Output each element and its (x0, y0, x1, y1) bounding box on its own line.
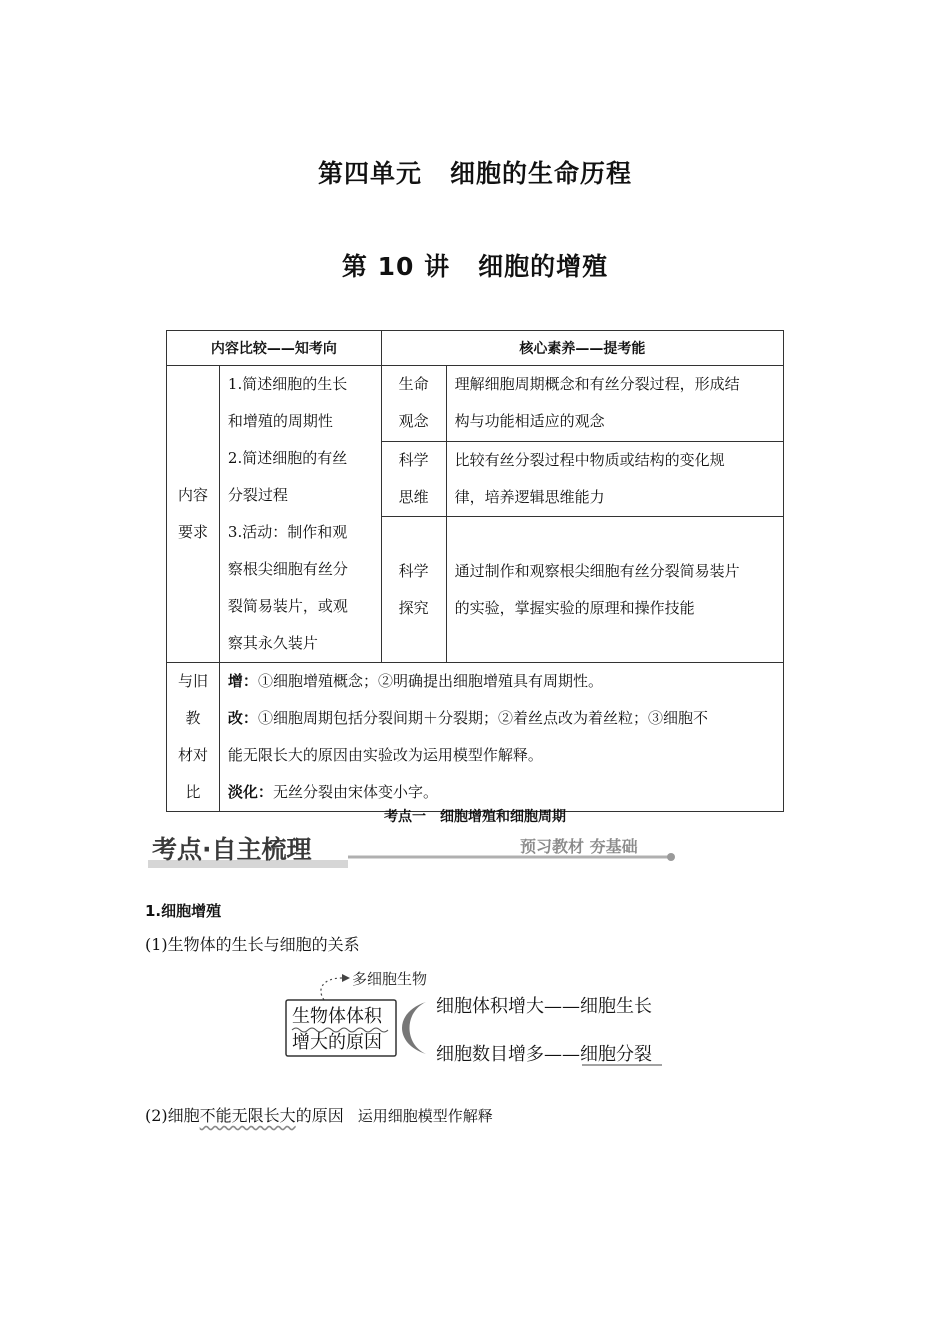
unit-number: 第四单元 (317, 159, 422, 188)
label-line: 科学 (398, 450, 429, 469)
label-line: 观念 (398, 412, 429, 431)
lecture-number: 第 10 讲 (341, 252, 451, 281)
diagram-note: 多细胞生物 (352, 970, 428, 988)
literacy-text-thinking (446, 441, 783, 517)
list-item: 分裂过程 (227, 486, 288, 504)
unit-title (0, 154, 950, 190)
fade-text: 无丝分裂由宋体变小字。 (272, 783, 438, 801)
label-line: 比 (185, 783, 201, 801)
cause-box-line2: 增大的原因 (292, 1032, 382, 1053)
brace-icon (402, 1002, 426, 1054)
section-1-heading: 1.细胞增殖 (145, 902, 222, 920)
sub2-handwritten-note: 运用细胞模型作解释 (357, 1107, 493, 1125)
list-item: 察其永久装片 (227, 634, 318, 652)
label-line: 探究 (398, 598, 429, 617)
literacy-text-inquiry (446, 517, 783, 663)
list-item: 3.活动：制作和观 (227, 523, 348, 541)
literacy-label-thinking (381, 441, 446, 517)
change-text-cont: 能无限长大的原因由实验改为运用模型作解释。 (227, 746, 543, 764)
add-key: 增： (227, 672, 258, 690)
compare-content (219, 663, 783, 812)
literacy-text-life (446, 366, 783, 442)
list-item: 1.简述细胞的生长 (227, 375, 348, 393)
requirements-list (219, 366, 381, 663)
label-line: 科学 (398, 561, 429, 580)
lecture-name: 细胞的增殖 (478, 252, 609, 281)
arrow-head-icon (342, 974, 350, 982)
content-requirement-label (167, 366, 220, 663)
label-line: 要求 (177, 523, 208, 541)
compare-add (228, 663, 775, 700)
requirements-table (166, 330, 784, 812)
text-line: 构与功能相适应的观念 (454, 412, 605, 431)
add-text: ①细胞增殖概念；②明确提出细胞增殖具有周期性。 (257, 672, 603, 690)
change-key: 改： (227, 709, 258, 727)
subsection-1: (1)生物体的生长与细胞的关系 (145, 935, 360, 954)
text-line: 的实验，掌握实验的原理和操作技能 (454, 598, 695, 617)
list-item: 裂简易装片，或观 (227, 597, 348, 615)
cause-box-line1: 生物体体积 (292, 1006, 382, 1027)
banner-dot-icon (667, 853, 675, 861)
growth-relation-diagram (276, 964, 696, 1076)
label-line: 与旧 (177, 672, 208, 690)
compare-change (228, 700, 775, 737)
change-text: ①细胞周期包括分裂间期＋分裂期；②着丝点改为着丝粒；③细胞不 (257, 709, 708, 727)
branch-growth: 细胞体积增大——细胞生长 (436, 996, 652, 1017)
banner-right-text: 预习教材 夯基础 (520, 837, 638, 856)
text-line: 理解细胞周期概念和有丝分裂过程，形成结 (454, 375, 740, 394)
sub2-emphasis: 不能无限长大 (199, 1106, 296, 1125)
banner-left-text: 考点·自主梳理 (152, 835, 312, 864)
text-line: 律，培养逻辑思维能力 (454, 487, 605, 506)
list-item: 察根尖细胞有丝分 (227, 560, 348, 578)
text-line: 通过制作和观察根尖细胞有丝分裂简易装片 (454, 561, 740, 580)
fade-key: 淡化： (227, 783, 273, 801)
literacy-label-inquiry (381, 517, 446, 663)
text-line: 比较有丝分裂过程中物质或结构的变化规 (454, 450, 725, 469)
kaodian-title: 考点一 细胞增殖和细胞周期 (384, 809, 566, 825)
subsection-2 (145, 1103, 493, 1126)
table-header-left: 内容比较——知考向 (167, 331, 382, 366)
sub2-suffix: 的原因 (295, 1106, 344, 1125)
compare-label (167, 663, 220, 812)
label-line: 内容 (177, 486, 208, 504)
label-line: 思维 (398, 487, 429, 506)
label-line: 材对 (177, 746, 208, 764)
sub2-prefix: (2)细胞 (145, 1106, 200, 1125)
label-line: 教 (185, 709, 201, 727)
branch-division: 细胞数目增多——细胞分裂 (436, 1044, 652, 1065)
section-banner (148, 832, 678, 872)
list-item: 和增殖的周期性 (227, 412, 333, 430)
unit-name: 细胞的生命历程 (450, 159, 633, 188)
list-item: 2.简述细胞的有丝 (227, 449, 348, 467)
dotted-arrow (321, 978, 342, 1000)
literacy-label-life (381, 366, 446, 442)
table-header-right: 核心素养——提考能 (381, 331, 783, 366)
lecture-title (0, 247, 950, 283)
label-line: 生命 (398, 375, 429, 394)
